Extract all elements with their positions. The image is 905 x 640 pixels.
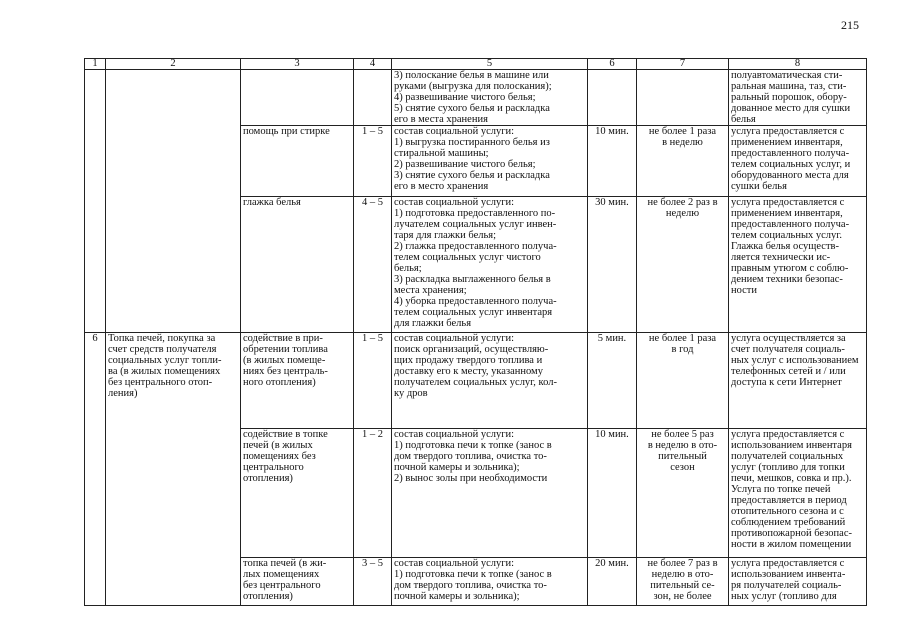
- service-cell: [241, 558, 354, 606]
- conditions-cell: [729, 197, 867, 333]
- time-cell: [588, 70, 637, 126]
- text-line: услуга предоставляется с: [731, 429, 845, 440]
- text-line: пительный се-: [650, 580, 715, 591]
- text-line: 3) полоскание белья в машине или: [394, 70, 549, 81]
- text-line: неделю: [665, 208, 700, 219]
- text-line: отопления): [243, 473, 293, 484]
- text-line: белья: [731, 114, 756, 125]
- text-line: дом твердого топлива, очистка то-: [394, 580, 547, 591]
- text-line: ва (в жилых помещениях: [108, 366, 221, 377]
- frequency-cell: [637, 429, 729, 558]
- text-line: не более 1 раза: [648, 126, 717, 137]
- text-line: лучателем социальных услуг инвен-: [394, 219, 557, 230]
- text-line: применением инвентаря,: [731, 137, 843, 148]
- text-line: ниях без централь-: [243, 366, 328, 377]
- text-line: ных услуг с использованием: [731, 355, 859, 366]
- text-line: (в жилых помеще-: [243, 355, 326, 366]
- text-line: в год: [671, 344, 694, 355]
- column-number: 4: [354, 59, 392, 70]
- text-line: 3) снятие сухого белья и раскладка: [394, 170, 550, 181]
- conditions-cell: [729, 558, 867, 606]
- grade-cell: 1 – 2: [354, 429, 392, 558]
- text-line: печей (в жилых: [243, 440, 313, 451]
- text-line: предоставляется в период: [731, 495, 847, 506]
- section-number-cell: 6: [85, 333, 106, 606]
- service-cell: помощь при стирке: [241, 126, 354, 197]
- time-cell: 10 мин.: [588, 429, 637, 558]
- text-line: состав социальной услуги:: [394, 429, 515, 440]
- text-line: состав социальной услуги:: [394, 197, 515, 208]
- section-title-cell: [106, 70, 241, 333]
- content-cell: [392, 429, 588, 558]
- text-line: ности в жилом помещении: [731, 539, 852, 550]
- text-line: полуавтоматическая сти-: [731, 70, 843, 81]
- time-cell: 5 мин.: [588, 333, 637, 429]
- conditions-cell: [729, 429, 867, 558]
- service-cell: [241, 333, 354, 429]
- text-line: счет получателя социаль-: [731, 344, 845, 355]
- text-line: печи, мешков, совка и пр.).: [731, 473, 852, 484]
- text-line: телем социальных услуг чистого: [394, 252, 541, 263]
- time-cell: 30 мин.: [588, 197, 637, 333]
- grade-cell: 3 – 5: [354, 558, 392, 606]
- text-line: 2) развешивание чистого белья;: [394, 159, 536, 170]
- text-line: в неделю: [662, 137, 703, 148]
- conditions-cell: [729, 70, 867, 126]
- text-line: получателей социальных: [731, 451, 844, 462]
- text-line: услуга предоставляется с: [731, 126, 845, 137]
- text-line: 1) подготовка печи к топке (занос в: [394, 440, 552, 451]
- text-line: 1) подготовка предоставленного по-: [394, 208, 556, 219]
- text-line: не более 1 раза: [648, 333, 717, 344]
- text-line: содействие в при-: [243, 333, 323, 344]
- text-line: места хранения;: [394, 285, 467, 296]
- service-cell: [241, 70, 354, 126]
- text-line: почной камеры и зольника);: [394, 591, 520, 602]
- text-line: ного отопления): [243, 377, 316, 388]
- text-line: услуг (топливо для топки: [731, 462, 845, 473]
- page-number: 215: [841, 18, 859, 32]
- text-line: неделю в ото-: [651, 569, 714, 580]
- text-line: счет средств получателя: [108, 344, 217, 355]
- text-line: предоставленного получа-: [731, 148, 850, 159]
- text-line: обретении топлива: [243, 344, 328, 355]
- service-cell: [241, 429, 354, 558]
- section-number-cell: [85, 70, 106, 333]
- text-line: состав социальной услуги:: [394, 126, 515, 137]
- text-line: 1) выгрузка постиранного белья из: [394, 137, 550, 148]
- text-line: не более 5 раз: [651, 429, 714, 440]
- grade-cell: [354, 70, 392, 126]
- text-line: дом твердого топлива, очистка то-: [394, 451, 547, 462]
- text-line: получателем социальных услуг, кол-: [394, 377, 557, 388]
- text-line: ку дров: [394, 388, 428, 399]
- text-line: ности: [731, 285, 757, 296]
- services-table: [84, 58, 867, 606]
- text-line: таря для глажки белья;: [394, 230, 497, 241]
- text-line: использованием инвента-: [731, 569, 846, 580]
- text-line: зон, не более: [653, 591, 712, 602]
- content-cell: [392, 333, 588, 429]
- text-line: 3) раскладка выглаженного белья в: [394, 274, 551, 285]
- text-line: оборудованного места для: [731, 170, 849, 181]
- text-line: отопительного сезона и с: [731, 506, 844, 517]
- text-line: содействие в топке: [243, 429, 328, 440]
- text-line: телем социальных услуг инвентаря: [394, 307, 553, 318]
- text-line: услуга предоставляется с: [731, 558, 845, 569]
- text-line: отопления): [243, 591, 293, 602]
- column-numbers-row: [85, 59, 867, 70]
- text-line: его в место хранения: [394, 181, 489, 192]
- column-number: 8: [729, 59, 867, 70]
- text-line: щих продажу твердого топлива и: [394, 355, 543, 366]
- text-line: не более 2 раз в: [647, 197, 718, 208]
- frequency-cell: [637, 197, 729, 333]
- text-line: его в места хранения: [394, 114, 488, 125]
- text-line: Топка печей, покупка за: [108, 333, 216, 344]
- text-line: услуга осуществляется за: [731, 333, 846, 344]
- text-line: применением инвентаря,: [731, 208, 843, 219]
- column-number: 7: [637, 59, 729, 70]
- text-line: поиск организаций, осуществляю-: [394, 344, 549, 355]
- text-line: не более 7 раз в: [647, 558, 718, 569]
- text-line: ря получателей социаль-: [731, 580, 842, 591]
- column-number: 5: [392, 59, 588, 70]
- text-line: услуга предоставляется с: [731, 197, 845, 208]
- text-line: доставку его к месту, указанному: [394, 366, 543, 377]
- section-title-cell: [106, 333, 241, 606]
- text-line: руками (выгрузка для полоскания);: [394, 81, 552, 92]
- text-line: ных услуг (топливо для: [731, 591, 837, 602]
- table-row: [85, 333, 867, 429]
- text-line: пительный: [658, 451, 707, 462]
- text-line: состав социальной услуги:: [394, 333, 515, 344]
- text-line: использованием инвентаря: [731, 440, 852, 451]
- column-number: 2: [106, 59, 241, 70]
- text-line: телем социальных услуг, и: [731, 159, 851, 170]
- text-line: без центрального отоп-: [108, 377, 213, 388]
- column-number: 1: [85, 59, 106, 70]
- text-line: 4) развешивание чистого белья;: [394, 92, 536, 103]
- frequency-cell: [637, 126, 729, 197]
- text-line: предоставленного получа-: [731, 219, 850, 230]
- conditions-cell: [729, 126, 867, 197]
- text-line: телем социальных услуг.: [731, 230, 843, 241]
- text-line: 2) вынос золы при необходимости: [394, 473, 548, 484]
- frequency-cell: [637, 70, 729, 126]
- text-line: доступа к сети Интернет: [731, 377, 842, 388]
- text-line: состав социальной услуги:: [394, 558, 515, 569]
- text-line: ляется технически ис-: [731, 252, 831, 263]
- column-number: 3: [241, 59, 354, 70]
- text-line: для глажки белья: [394, 318, 472, 329]
- text-line: правным утюгом с соблю-: [731, 263, 849, 274]
- text-line: в неделю в ото-: [647, 440, 718, 451]
- content-cell: [392, 197, 588, 333]
- text-line: Услуга по топке печей: [731, 484, 831, 495]
- text-line: дением техники безопас-: [731, 274, 843, 285]
- frequency-cell: [637, 558, 729, 606]
- text-line: ральная машина, таз, сти-: [731, 81, 847, 92]
- text-line: ления): [108, 388, 138, 399]
- grade-cell: 4 – 5: [354, 197, 392, 333]
- text-line: 5) снятие сухого белья и раскладка: [394, 103, 550, 114]
- text-line: ральный порошок, обору-: [731, 92, 847, 103]
- text-line: 4) уборка предоставленного получа-: [394, 296, 557, 307]
- time-cell: 10 мин.: [588, 126, 637, 197]
- column-number: 6: [588, 59, 637, 70]
- table-row: [85, 70, 867, 126]
- text-line: без центрального: [243, 580, 321, 591]
- text-line: центрального: [243, 462, 304, 473]
- text-line: помещениях без: [243, 451, 316, 462]
- text-line: топка печей (в жи-: [243, 558, 327, 569]
- service-cell: глажка белья: [241, 197, 354, 333]
- content-cell: [392, 70, 588, 126]
- text-line: стиральной машины;: [394, 148, 489, 159]
- text-line: дованное место для сушки: [731, 103, 851, 114]
- content-cell: [392, 126, 588, 197]
- grade-cell: 1 – 5: [354, 333, 392, 429]
- text-line: соблюдением требований: [731, 517, 846, 528]
- text-line: телефонных сетей и / или: [731, 366, 846, 377]
- text-line: белья;: [394, 263, 422, 274]
- text-line: почной камеры и зольника);: [394, 462, 520, 473]
- text-line: Глажка белья осуществ-: [731, 241, 840, 252]
- text-line: противопожарной безопас-: [731, 528, 852, 539]
- text-line: 2) глажка предоставленного получа-: [394, 241, 557, 252]
- text-line: социальных услуг топли-: [108, 355, 222, 366]
- content-cell: [392, 558, 588, 606]
- frequency-cell: [637, 333, 729, 429]
- time-cell: 20 мин.: [588, 558, 637, 606]
- text-line: 1) подготовка печи к топке (занос в: [394, 569, 552, 580]
- text-line: сушки белья: [731, 181, 787, 192]
- conditions-cell: [729, 333, 867, 429]
- text-line: сезон: [670, 462, 695, 473]
- text-line: лых помещениях: [243, 569, 320, 580]
- grade-cell: 1 – 5: [354, 126, 392, 197]
